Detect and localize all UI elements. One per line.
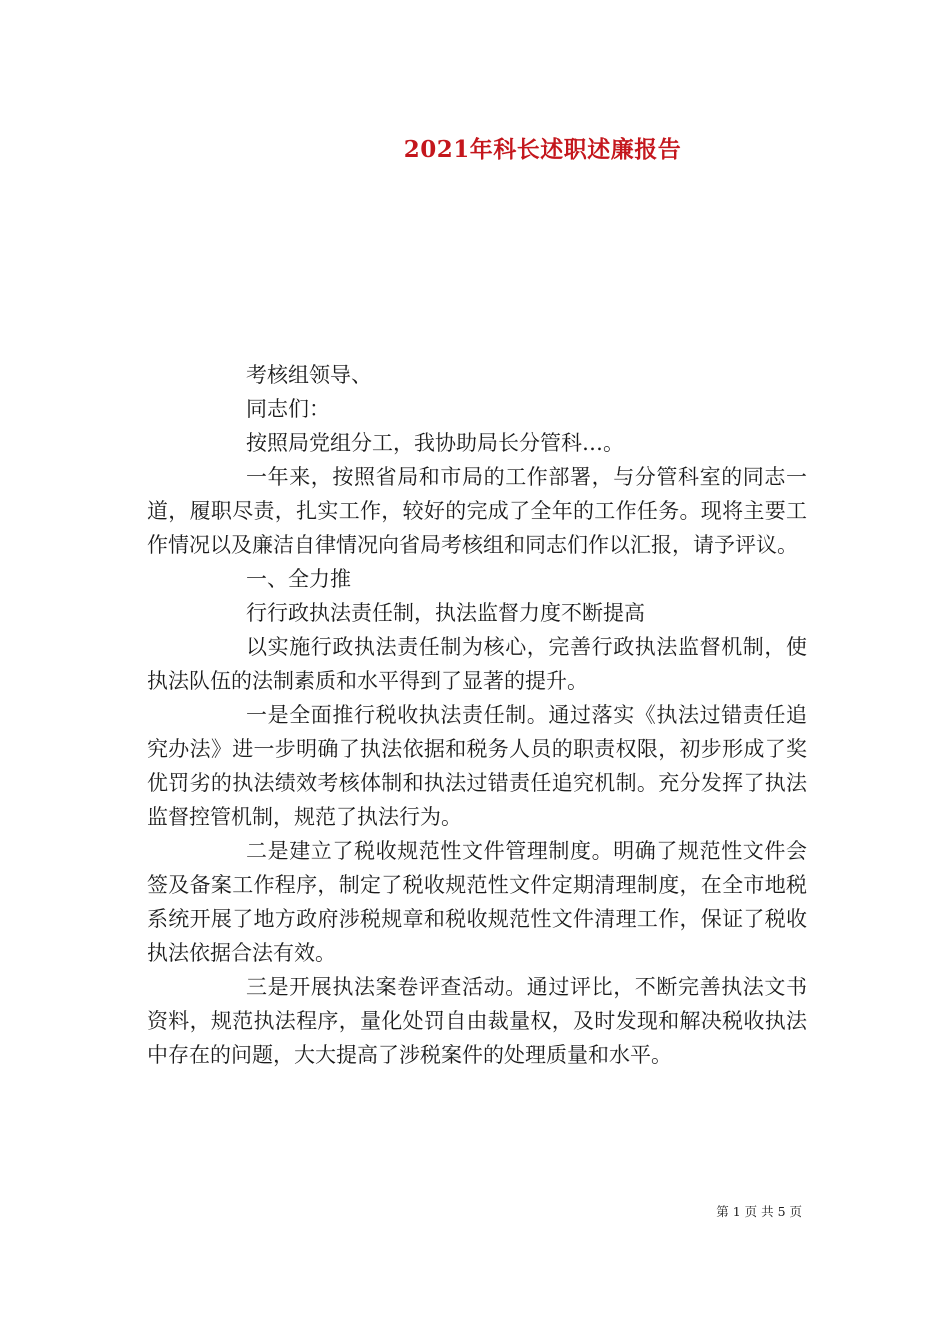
point-two-paragraph: 二是建立了税收规范性文件管理制度。明确了规范性文件会签及备案工作程序，制定了税收规范性文件定期清理制度，在全市地税系统开展了地方政府涉税规章和税收规范性文件清理工作，保证了税收执法依据合法有效。	[147, 839, 807, 965]
salutation-line-1: 考核组领导、	[246, 363, 372, 387]
salutation-line-2: 同志们：	[246, 397, 330, 421]
section-heading-part-1: 一、全力推	[246, 567, 351, 591]
intro-paragraph: 按照局党组分工，我协助局长分管科…。	[246, 431, 624, 455]
document-title: 2021年科长述职述廉报告	[403, 136, 682, 163]
point-one-paragraph: 一是全面推行税收执法责任制。通过落实《执法过错责任追究办法》进一步明确了执法依据和税务人员的职责权限，初步形成了奖优罚劣的执法绩效考核体制和执法过错责任追究机制。充分发挥了执法监督控管机制，规范了执法行为。	[147, 703, 807, 829]
section-heading-part-2: 行行政执法责任制，执法监督力度不断提高	[246, 601, 645, 625]
point-three-paragraph: 三是开展执法案卷评查活动。通过评比，不断完善执法文书资料，规范执法程序，量化处罚自由裁量权，及时发现和解决税收执法中存在的问题，大大提高了涉税案件的处理质量和水平。	[147, 975, 807, 1067]
section-intro-paragraph: 以实施行政执法责任制为核心，完善行政执法监督机制，使执法队伍的法制素质和水平得到了显著的提升。	[147, 635, 807, 693]
summary-paragraph: 一年来，按照省局和市局的工作部署，与分管科室的同志一道，履职尽责，扎实工作，较好的完成了全年的工作任务。现将主要工作情况以及廉洁自律情况向省局考核组和同志们作以汇报，请予评议。	[147, 465, 807, 557]
document-body	[147, 358, 807, 1072]
page-number-footer: 第 1 页 共 5 页	[716, 1204, 802, 1219]
